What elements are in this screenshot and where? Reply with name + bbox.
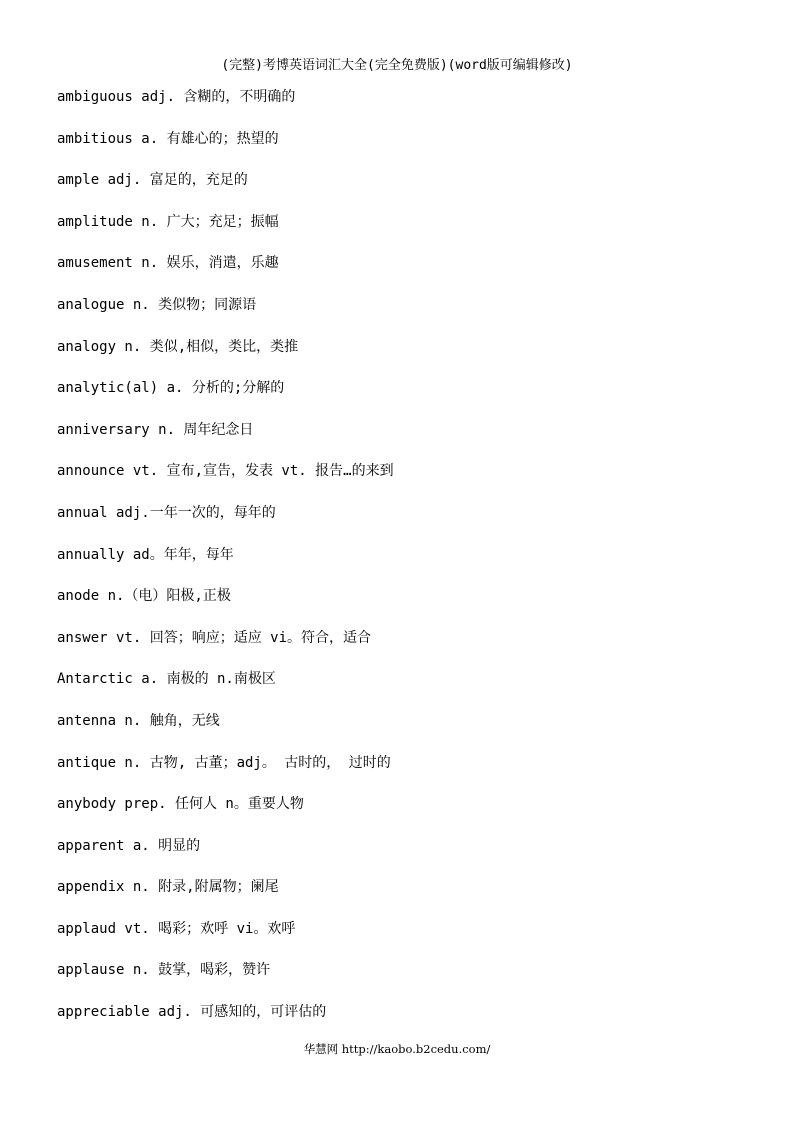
vocab-entry: apparent a. 明显的 xyxy=(57,837,201,854)
vocab-entry: anybody prep. 任何人 n。重要人物 xyxy=(57,796,304,813)
vocabulary-list xyxy=(57,87,757,1044)
vocab-entry: anode n.（电）阳极,正极 xyxy=(57,588,231,605)
vocab-entry: ambitious a. 有雄心的；热望的 xyxy=(57,130,279,147)
vocab-entry: answer vt. 回答；响应；适应 vi。符合，适合 xyxy=(57,629,372,646)
vocab-entry: applause n. 鼓掌，喝彩，赞许 xyxy=(57,962,271,979)
vocab-entry: analytic(al) a. 分析的;分解的 xyxy=(57,380,285,397)
vocab-entry: ample adj. 富足的，充足的 xyxy=(57,172,248,189)
vocab-entry: amplitude n. 广大；充足；振幅 xyxy=(57,213,279,230)
vocab-entry: applaud vt. 喝彩；欢呼 vi。欢呼 xyxy=(57,920,296,937)
vocab-entry: anniversary n. 周年纪念日 xyxy=(57,421,254,438)
vocab-entry: amusement n. 娱乐，消遣，乐趣 xyxy=(57,255,279,272)
vocab-entry: antique n. 古物, 古董；adj。 古时的， 过时的 xyxy=(57,754,391,771)
vocab-entry: Antarctic a. 南极的 n.南极区 xyxy=(57,671,276,688)
vocab-entry: analogy n. 类似,相似，类比，类推 xyxy=(57,338,299,355)
vocab-entry: annual adj.一年一次的，每年的 xyxy=(57,504,276,521)
vocab-entry: analogue n. 类似物；同源语 xyxy=(57,296,257,313)
vocab-entry: appendix n. 附录,附属物；阑尾 xyxy=(57,879,279,896)
vocab-entry: ambiguous adj. 含糊的，不明确的 xyxy=(57,89,296,105)
document-footer: 华慧网 http://kaobo.b2cedu.com/ xyxy=(303,1042,491,1056)
vocab-entry: announce vt. 宣布,宣告，发表 vt. 报告…的来到 xyxy=(57,463,394,480)
vocab-entry: antenna n. 触角，无线 xyxy=(57,712,220,729)
document-header: (完整)考博英语词汇大全(完全免费版)(word版可编辑修改) xyxy=(221,58,573,73)
vocab-entry: annually ad。年年，每年 xyxy=(57,546,234,563)
vocab-entry: appreciable adj. 可感知的，可评估的 xyxy=(57,1004,327,1021)
